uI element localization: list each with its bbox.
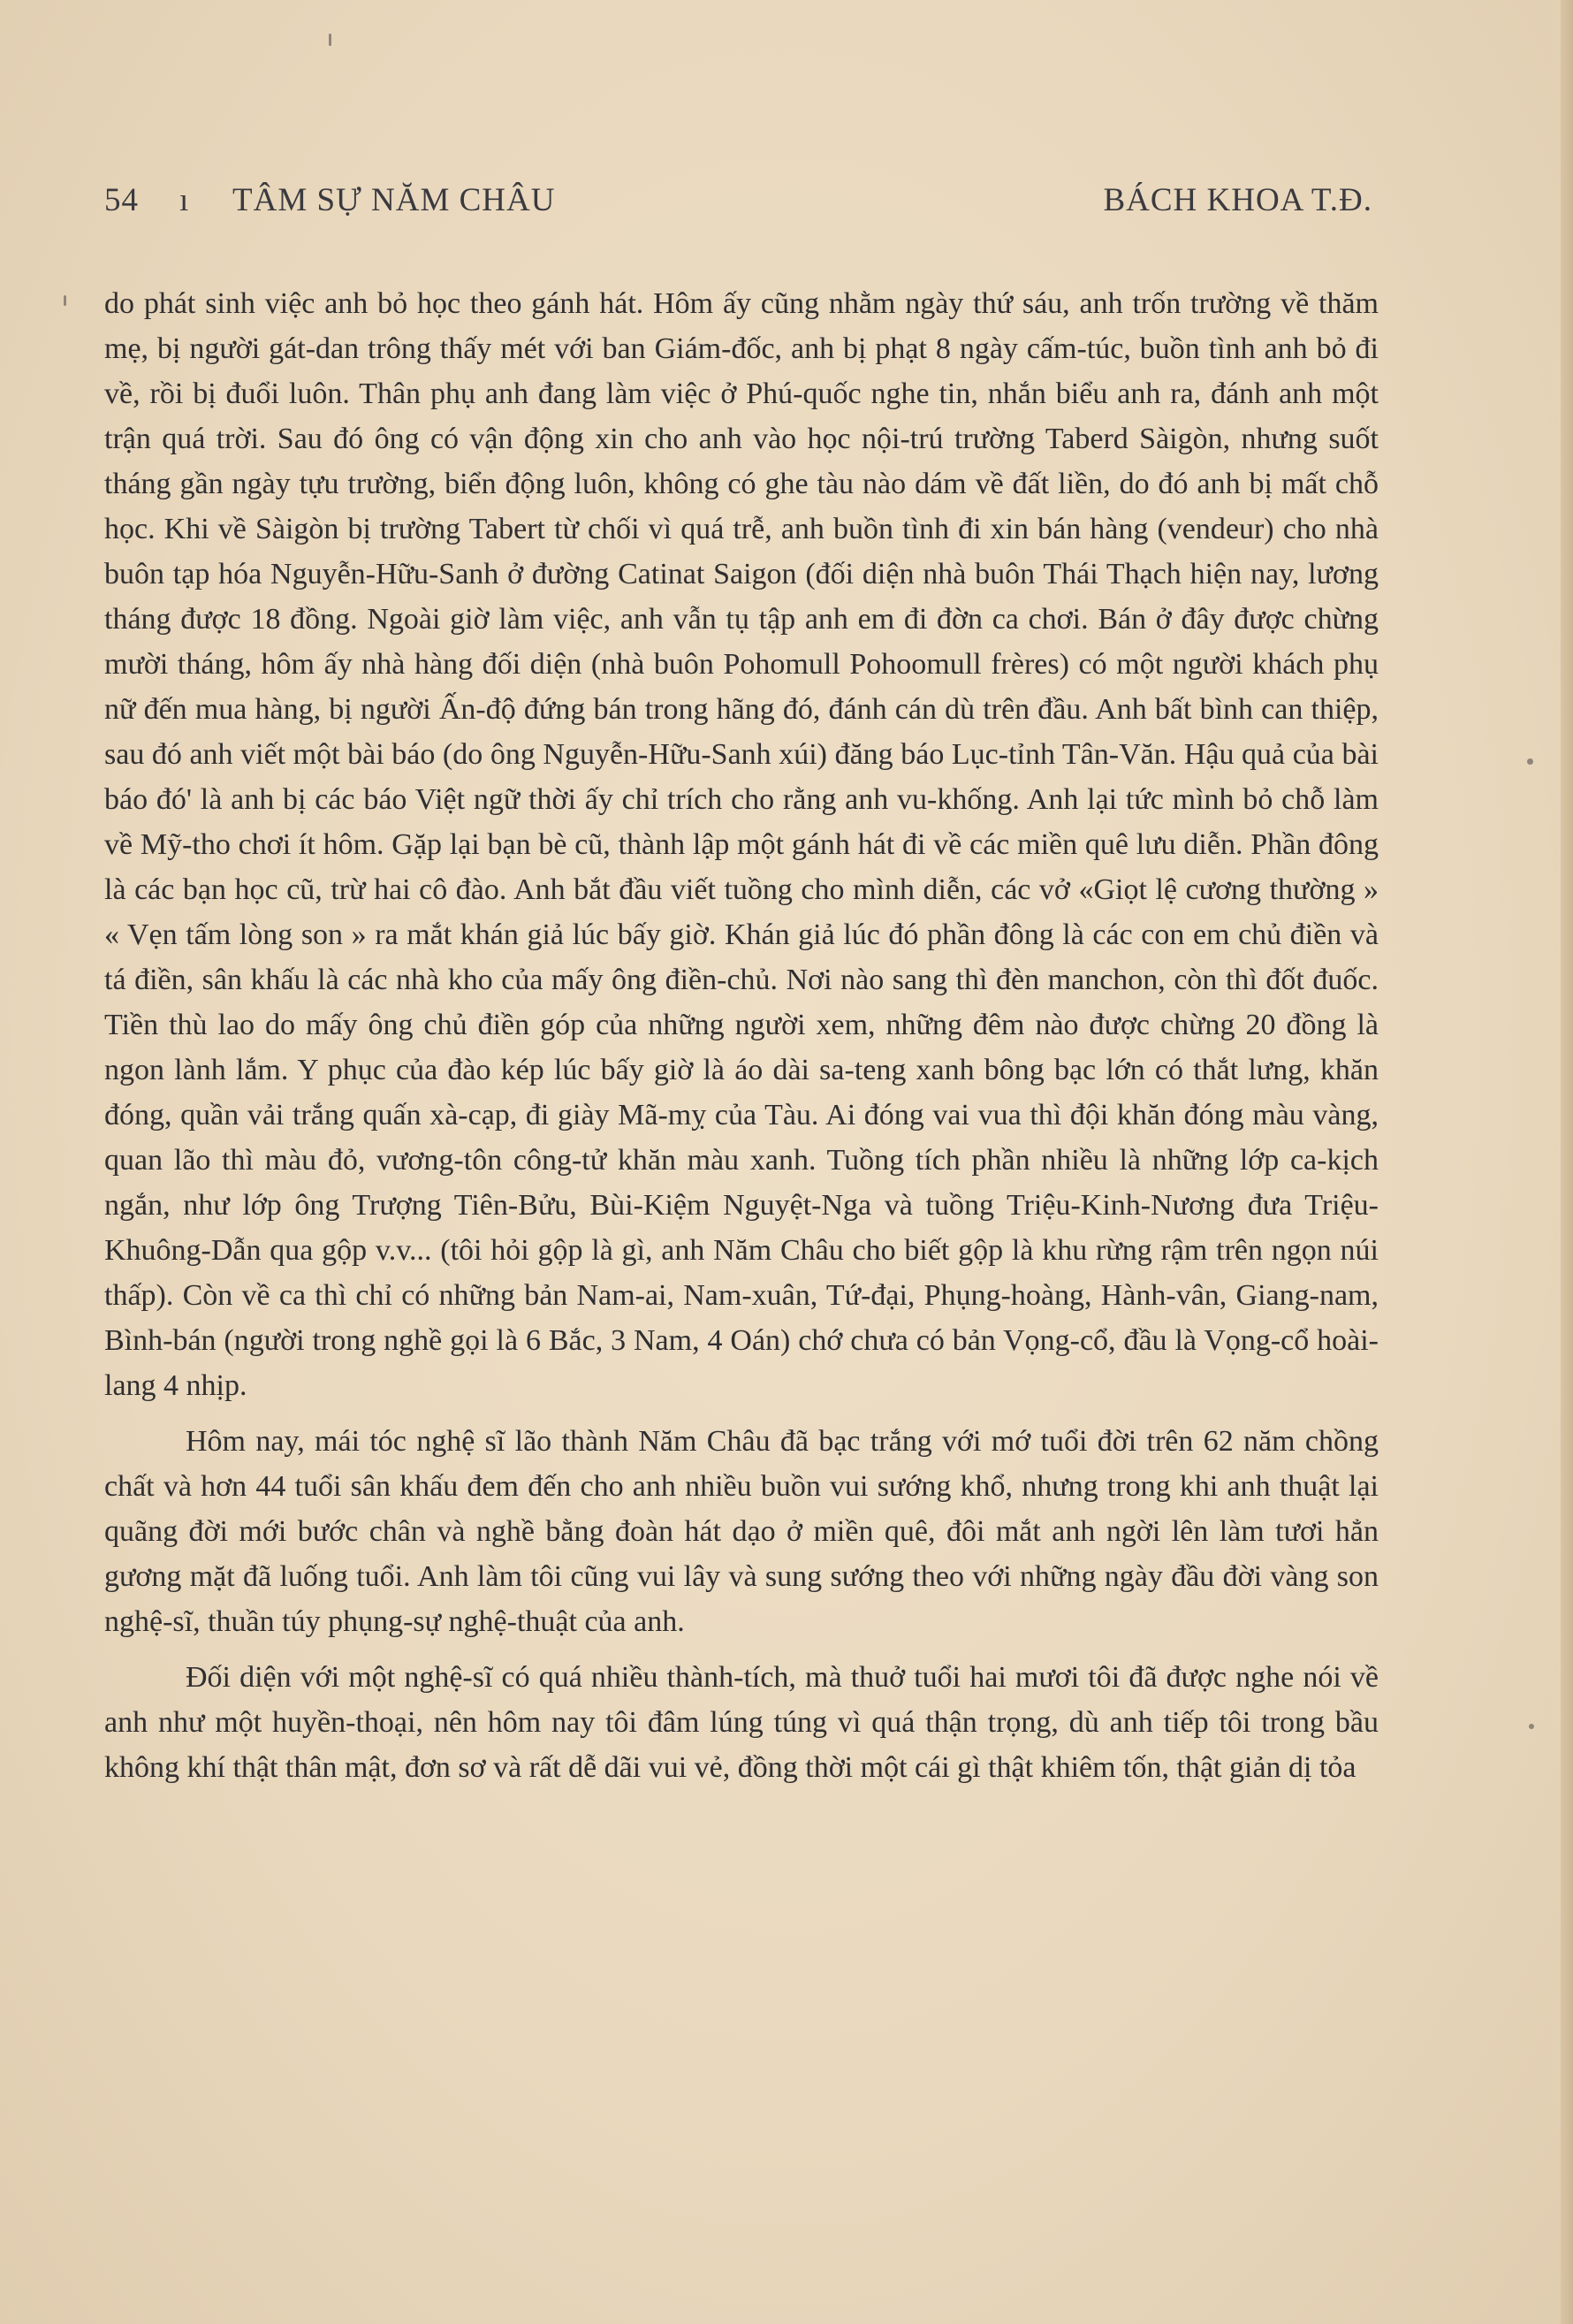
paper-speck xyxy=(64,295,66,306)
paper-speck xyxy=(1527,758,1533,765)
paper-speck xyxy=(1529,1724,1534,1729)
article-body xyxy=(104,281,1379,1790)
paragraph: do phát sinh việc anh bỏ học theo gánh hát. Hôm ấy cũng nhằm ngày thứ sáu, anh trốn trường về thăm mẹ, bị người gát-dan trông thấy mét với ban Giám-đốc, anh bị phạt 8 ngày cấm-túc, buồn tình anh bỏ đi về, rồi bị đuổi luôn. Thân phụ anh đang làm việc ở Phú-quốc nghe tin, nhắn biểu anh ra, đánh anh một trận quá trời. Sau đó ông có vận động xin cho anh vào học nội-trú trường Taberd Sàigòn, nhưng suốt tháng gần ngày tựu trường, biển động luôn, không có ghe tàu nào dám về đất liền, do đó anh bị mất chỗ học. Khi về Sàigòn bị trường Tabert từ chối vì quá trễ, anh buồn tình đi xin bán hàng (vendeur) cho nhà buôn tạp hóa Nguyễn-Hữu-Sanh ở đường Catinat Saigon (đối diện nhà buôn Thái Thạch hiện nay, lương tháng được 18 đồng. Ngoài giờ làm việc, anh vẫn tụ tập anh em đi đờn ca chơi. Bán ở đây được chừng mười tháng, hôm ấy nhà hàng đối diện (nhà buôn Pohomull Pohoomull frères) có một người khách phụ nữ đến mua hàng, bị người Ấn-độ đứng bán trong hãng đó, đánh cán dù trên đầu. Anh bất bình can thiệp, sau đó anh viết một bài báo (do ông Nguyễn-Hữu-Sanh xúi) đăng báo Lục-tỉnh Tân-Văn. Hậu quả của bài báo đó' là anh bị các báo Việt ngữ thời ấy chỉ trích cho rằng anh vu-khống. Anh lại tức mình bỏ chỗ làm về Mỹ-tho chơi ít hôm. Gặp lại bạn bè cũ, thành lập một gánh hát đi về các miền quê lưu diễn. Phần đông là các bạn học cũ, trừ hai cô đào. Anh bắt đầu viết tuồng cho mình diễn, các vở «Giọt lệ cương thường » « Vẹn tấm lòng son » ra mắt khán giả lúc bấy giờ. Khán giả lúc đó phần đông là các con em chủ điền và tá điền, sân khấu là các nhà kho của mấy ông điền-chủ. Nơi nào sang thì đèn manchon, còn thì đốt đuốc. Tiền thù lao do mấy ông chủ điền góp của những người xem, những đêm nào được chừng 20 đồng là ngon lành lắm. Y phục của đào kép lúc bấy giờ là áo dài sa-teng xanh bông bạc lớn có thắt lưng, khăn đóng, quần vải trắng quấn xà-cạp, đi giày Mã-mỵ của Tàu. Ai đóng vai vua thì đội khăn đóng màu vàng, quan lão thì màu đỏ, vương-tôn công-tử khăn màu xanh. Tuồng tích phần nhiều là những lớp ca-kịch ngắn, như lớp ông Trượng Tiên-Bửu, Bùi-Kiệm Nguyệt-Nga và tuồng Triệu-Kinh-Nương đưa Triệu-Khuông-Dẫn qua gộp v.v... (tôi hỏi gộp là gì, anh Năm Châu cho biết gộp là khu rừng rậm trên ngọn núi thấp). Còn về ca thì chỉ có những bản Nam-ai, Nam-xuân, Tứ-đại, Phụng-hoàng, Hành-vân, Giang-nam, Bình-bán (người trong nghề gọi là 6 Bắc, 3 Nam, 4 Oán) chớ chưa có bản Vọng-cổ, đầu là Vọng-cổ hoài-lang 4 nhịp. xyxy=(104,287,1379,1402)
paragraph: Đối diện với một nghệ-sĩ có quá nhiều thành-tích, mà thuở tuổi hai mươi tôi đã được nghe nói về anh như một huyền-thoại, nên hôm nay tôi đâm lúng túng vì quá thận trọng, dù anh tiếp tôi trong bầu không khí thật thân mật, đơn sơ và rất dễ dãi vui vẻ, đồng thời một cái gì thật khiêm tốn, thật giản dị tỏa xyxy=(104,1661,1379,1784)
page-header xyxy=(104,181,1372,234)
paragraph: Hôm nay, mái tóc nghệ sĩ lão thành Năm Châu đã bạc trắng với mớ tuổi đời trên 62 năm chồng chất và hơn 44 tuổi sân khấu đem đến cho anh nhiều buồn vui sướng khổ, nhưng trong khi anh thuật lại quãng đời mới bước chân và nghề bằng đoàn hát dạo ở miền quê, đôi mắt anh ngời lên làm tươi hẳn gương mặt đã luống tuổi. Anh làm tôi cũng vui lây và sung sướng theo với những ngày đầu đời vàng son nghệ-sĩ, thuần túy phụng-sự nghệ-thuật của anh. xyxy=(104,1425,1379,1638)
header-separator: ı xyxy=(179,182,190,218)
paper-speck xyxy=(329,34,331,46)
page-edge xyxy=(1561,0,1573,2324)
running-title: TÂM SỰ NĂM CHÂU xyxy=(232,182,556,218)
publication-name: BÁCH KHOA T.Đ. xyxy=(1103,182,1372,218)
page-number: 54 xyxy=(104,182,139,218)
